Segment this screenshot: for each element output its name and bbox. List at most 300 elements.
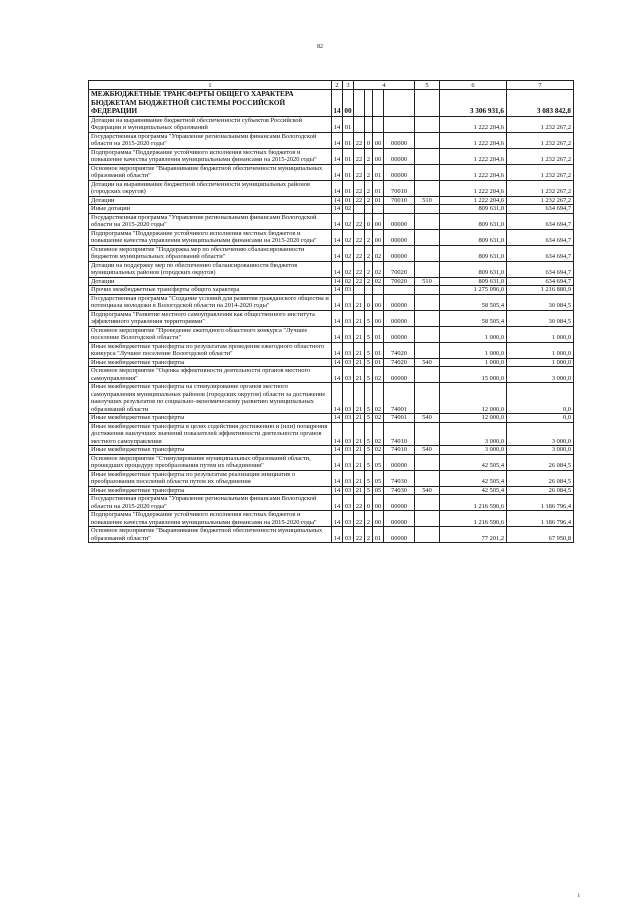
row-subsection: 01	[343, 180, 354, 196]
row-name: МЕЖБЮДЖЕТНЫЕ ТРАНСФЕРТЫ ОБЩЕГО ХАРАКТЕРА БЮДЖЕТАМ БЮДЖЕТНОЙ СИСТЕМЫ РОССИЙСКОЙ ФЕДЕРАЦИИ	[89, 90, 332, 117]
row-section: 14	[332, 245, 343, 261]
row-direction: 00000	[384, 495, 415, 511]
row-subprogram: 5	[365, 422, 373, 446]
row-expense-type	[415, 90, 440, 117]
row-direction	[384, 205, 415, 214]
row-activity	[373, 116, 384, 132]
row-program: 21	[354, 367, 365, 383]
row-subprogram	[365, 90, 373, 117]
row-amount-7: 3 000,0	[507, 367, 574, 383]
row-direction	[384, 116, 415, 132]
row-direction: 00000	[384, 527, 415, 543]
row-program: 22	[354, 511, 365, 527]
row-subsection: 03	[343, 422, 354, 446]
row-direction: 70010	[384, 180, 415, 196]
col-header-7: 7	[507, 81, 574, 90]
row-name: Иные межбюджетные трансферты по результатам проведения ежегодного областного конкурса "Лучшее поселение Вологодской области"	[89, 342, 332, 358]
row-expense-type	[415, 245, 440, 261]
row-expense-type: 540	[415, 414, 440, 423]
row-subprogram: 5	[365, 342, 373, 358]
row-amount-6: 15 000,0	[440, 367, 507, 383]
row-section: 14	[332, 486, 343, 495]
row-direction: 74030	[384, 486, 415, 495]
row-amount-6: 809 631,0	[440, 229, 507, 245]
row-program: 22	[354, 148, 365, 164]
row-amount-6: 809 631,0	[440, 213, 507, 229]
row-expense-type	[415, 229, 440, 245]
row-subsection: 03	[343, 383, 354, 414]
table-row	[89, 196, 574, 205]
row-section: 14	[332, 205, 343, 214]
row-expense-type	[415, 294, 440, 310]
row-activity: 01	[373, 180, 384, 196]
row-direction: 74001	[384, 414, 415, 423]
row-program: 22	[354, 213, 365, 229]
row-subprogram: 2	[365, 261, 373, 277]
row-section: 14	[332, 286, 343, 295]
row-program: 22	[354, 527, 365, 543]
table-row	[89, 326, 574, 342]
row-expense-type	[415, 326, 440, 342]
row-amount-7: 1 232 267,2	[507, 180, 574, 196]
row-program	[354, 286, 365, 295]
row-activity: 01	[373, 358, 384, 367]
row-program: 21	[354, 310, 365, 326]
row-name: Подпрограмма "Поддержание устойчивого исполнения местных бюджетов и повышение качества управления муниципальными финансами на 2015-2020 годы"	[89, 148, 332, 164]
row-program: 21	[354, 454, 365, 470]
row-amount-7: 26 084,5	[507, 486, 574, 495]
row-expense-type	[415, 180, 440, 196]
row-expense-type	[415, 261, 440, 277]
row-activity: 00	[373, 148, 384, 164]
row-program: 21	[354, 342, 365, 358]
row-amount-7: 1 232 267,2	[507, 164, 574, 180]
row-section: 14	[332, 422, 343, 446]
row-name: Подпрограмма "Поддержание устойчивого исполнения местных бюджетов и повышение качества управления муниципальными финансами на 2015-2020 годы"	[89, 511, 332, 527]
table-body	[89, 90, 574, 543]
row-amount-6: 3 000,0	[440, 422, 507, 446]
row-section: 14	[332, 261, 343, 277]
row-section: 14	[332, 414, 343, 423]
row-activity: 02	[373, 277, 384, 286]
row-amount-6: 58 505,4	[440, 310, 507, 326]
col-header-5: 5	[415, 81, 440, 90]
row-activity: 02	[373, 422, 384, 446]
row-name: Иные межбюджетные трансферты на стимулирование органов местного самоуправления муниципальных районов (городских округов) области за достижение наилучших результатов по социально-экономическому развитию муниципальных образований области	[89, 383, 332, 414]
row-name: Иные межбюджетные трансферты по результатам реализации инициатив о преобразовании поселений области путем их объединения	[89, 470, 332, 486]
row-amount-7: 0,0	[507, 383, 574, 414]
row-section: 14	[332, 132, 343, 148]
row-subprogram: 5	[365, 446, 373, 455]
row-subprogram: 2	[365, 277, 373, 286]
row-program: 21	[354, 414, 365, 423]
row-expense-type	[415, 286, 440, 295]
row-program: 22	[354, 277, 365, 286]
row-section: 14	[332, 454, 343, 470]
row-name: Прочие межбюджетные трансферты общего характера	[89, 286, 332, 295]
row-section: 14	[332, 383, 343, 414]
row-amount-6: 1 000,0	[440, 326, 507, 342]
row-section: 14	[332, 180, 343, 196]
row-subprogram	[365, 286, 373, 295]
row-expense-type	[415, 116, 440, 132]
row-subprogram: 0	[365, 132, 373, 148]
row-program	[354, 116, 365, 132]
row-direction: 74020	[384, 358, 415, 367]
row-direction: 74020	[384, 342, 415, 358]
row-subprogram: 2	[365, 196, 373, 205]
row-activity	[373, 90, 384, 117]
row-amount-6: 809 631,0	[440, 261, 507, 277]
row-amount-6: 1 222 204,6	[440, 180, 507, 196]
row-program: 21	[354, 446, 365, 455]
table-row	[89, 116, 574, 132]
row-program: 22	[354, 164, 365, 180]
row-amount-7: 30 084,5	[507, 310, 574, 326]
table-row	[89, 148, 574, 164]
row-subsection: 01	[343, 148, 354, 164]
row-amount-6: 12 000,0	[440, 383, 507, 414]
row-amount-7: 26 084,5	[507, 454, 574, 470]
row-amount-6: 1 222 204,6	[440, 196, 507, 205]
row-amount-6: 1 000,0	[440, 342, 507, 358]
row-expense-type	[415, 342, 440, 358]
row-subsection: 03	[343, 310, 354, 326]
row-section: 14	[332, 294, 343, 310]
row-subsection: 03	[343, 495, 354, 511]
row-amount-7: 634 694,7	[507, 261, 574, 277]
row-subprogram: 5	[365, 310, 373, 326]
row-name: Иные дотации	[89, 205, 332, 214]
row-amount-6: 1 275 096,0	[440, 286, 507, 295]
row-subprogram: 0	[365, 294, 373, 310]
row-expense-type	[415, 132, 440, 148]
row-subsection: 03	[343, 286, 354, 295]
row-expense-type	[415, 164, 440, 180]
row-subprogram: 5	[365, 470, 373, 486]
row-subsection: 03	[343, 446, 354, 455]
row-amount-6: 42 505,4	[440, 486, 507, 495]
row-expense-type: 540	[415, 486, 440, 495]
row-amount-7: 634 694,7	[507, 205, 574, 214]
row-name: Основное мероприятие "Проведение ежегодного областного конкурса "Лучшее поселение Вологодской области"	[89, 326, 332, 342]
row-activity: 02	[373, 446, 384, 455]
row-amount-7: 634 694,7	[507, 213, 574, 229]
row-subsection: 03	[343, 414, 354, 423]
table-row	[89, 367, 574, 383]
row-name: Основное мероприятие "Выравнивание бюджетной обеспеченности муниципальных образований области"	[89, 164, 332, 180]
row-subsection: 03	[343, 358, 354, 367]
row-name: Дотации на выравнивание бюджетной обеспеченности муниципальных районов (городских округов)	[89, 180, 332, 196]
row-subsection: 03	[343, 511, 354, 527]
row-activity: 02	[373, 414, 384, 423]
row-direction: 70010	[384, 196, 415, 205]
table-row	[89, 358, 574, 367]
row-subsection: 03	[343, 342, 354, 358]
row-subprogram: 5	[365, 326, 373, 342]
row-amount-7: 26 084,5	[507, 470, 574, 486]
row-activity: 02	[373, 367, 384, 383]
row-subsection: 03	[343, 294, 354, 310]
col-header-1: 1	[89, 81, 332, 90]
row-program	[354, 90, 365, 117]
row-amount-6: 77 201,2	[440, 527, 507, 543]
row-section: 14	[332, 495, 343, 511]
row-activity: 00	[373, 132, 384, 148]
table-row	[89, 180, 574, 196]
row-activity: 00	[373, 213, 384, 229]
row-name: Государственная программа "Управление региональными финансами Вологодской области на 2015-2020 годы"	[89, 132, 332, 148]
row-section: 14	[332, 164, 343, 180]
row-subprogram: 5	[365, 454, 373, 470]
table-row	[89, 213, 574, 229]
row-direction: 00000	[384, 454, 415, 470]
page-number: 82	[317, 44, 323, 50]
row-expense-type: 540	[415, 446, 440, 455]
row-subsection: 01	[343, 132, 354, 148]
row-program: 22	[354, 180, 365, 196]
row-direction: 70020	[384, 277, 415, 286]
row-program: 21	[354, 358, 365, 367]
row-activity: 00	[373, 294, 384, 310]
table-row	[89, 132, 574, 148]
row-program: 21	[354, 383, 365, 414]
row-section: 14	[332, 116, 343, 132]
row-direction: 74001	[384, 383, 415, 414]
table-row	[89, 229, 574, 245]
row-direction: 00000	[384, 294, 415, 310]
row-subsection: 02	[343, 261, 354, 277]
row-program	[354, 205, 365, 214]
row-direction: 00000	[384, 213, 415, 229]
row-program: 22	[354, 261, 365, 277]
row-direction: 74030	[384, 470, 415, 486]
row-section: 14	[332, 527, 343, 543]
row-program: 21	[354, 470, 365, 486]
row-program: 21	[354, 326, 365, 342]
row-section: 14	[332, 213, 343, 229]
row-direction: 74010	[384, 422, 415, 446]
row-expense-type	[415, 527, 440, 543]
row-subsection: 00	[343, 90, 354, 117]
row-amount-6: 1 222 204,6	[440, 116, 507, 132]
row-amount-7: 67 950,8	[507, 527, 574, 543]
row-amount-6: 42 505,4	[440, 454, 507, 470]
row-subprogram: 5	[365, 486, 373, 495]
table-row	[89, 422, 574, 446]
table-row	[89, 245, 574, 261]
row-amount-7: 30 084,5	[507, 294, 574, 310]
row-expense-type	[415, 454, 440, 470]
table-row	[89, 454, 574, 470]
row-activity	[373, 286, 384, 295]
row-program: 21	[354, 294, 365, 310]
row-amount-7: 3 083 842,8	[507, 90, 574, 117]
row-subprogram: 2	[365, 180, 373, 196]
table-row	[89, 342, 574, 358]
row-program: 22	[354, 229, 365, 245]
row-name: Подпрограмма "Поддержание устойчивого исполнения местных бюджетов и повышение качества управления муниципальными финансами на 2015-2020 годы"	[89, 229, 332, 245]
row-subsection: 03	[343, 454, 354, 470]
row-name: Дотации на поддержку мер по обеспечению сбалансированности бюджетов муниципальных районов (городских округов)	[89, 261, 332, 277]
row-expense-type	[415, 148, 440, 164]
row-subsection: 03	[343, 527, 354, 543]
row-section: 14	[332, 367, 343, 383]
row-amount-7: 1 000,0	[507, 326, 574, 342]
row-amount-7: 3 000,0	[507, 422, 574, 446]
row-activity: 01	[373, 196, 384, 205]
row-subsection: 01	[343, 196, 354, 205]
row-amount-6: 1 222 204,6	[440, 148, 507, 164]
row-section: 14	[332, 342, 343, 358]
row-subprogram	[365, 205, 373, 214]
header-row	[89, 81, 574, 90]
row-amount-6: 1 222 204,6	[440, 164, 507, 180]
row-name: Иные межбюджетные трансферты	[89, 446, 332, 455]
row-amount-7: 0,0	[507, 414, 574, 423]
row-name: Иные межбюджетные трансферты	[89, 486, 332, 495]
bottom-mark: i	[578, 893, 580, 899]
row-direction: 00000	[384, 310, 415, 326]
row-activity: 01	[373, 326, 384, 342]
table-row	[89, 414, 574, 423]
row-name: Дотации	[89, 196, 332, 205]
row-amount-7: 1 232 267,2	[507, 196, 574, 205]
row-section: 14	[332, 148, 343, 164]
row-amount-6: 809 631,0	[440, 205, 507, 214]
row-subprogram: 2	[365, 527, 373, 543]
row-activity: 05	[373, 486, 384, 495]
row-amount-6: 12 000,0	[440, 414, 507, 423]
row-direction: 00000	[384, 148, 415, 164]
table-row	[89, 446, 574, 455]
row-section: 14	[332, 470, 343, 486]
table-row	[89, 495, 574, 511]
row-expense-type	[415, 511, 440, 527]
row-name: Подпрограмма "Развитие местного самоуправления как общественного института эффективного управления территориями"	[89, 310, 332, 326]
row-program: 21	[354, 486, 365, 495]
row-activity: 01	[373, 164, 384, 180]
row-name: Иные межбюджетные трансферты	[89, 414, 332, 423]
row-expense-type: 510	[415, 277, 440, 286]
row-name: Государственная программа "Управление региональными финансами Вологодской области на 2015-2020 годы"	[89, 495, 332, 511]
row-subsection: 02	[343, 205, 354, 214]
row-name: Основное мероприятие "Поддержка мер по обеспечению сбалансированности бюджетов муниципальных образований области"	[89, 245, 332, 261]
row-amount-6: 58 505,4	[440, 294, 507, 310]
row-amount-7: 634 694,7	[507, 245, 574, 261]
row-expense-type	[415, 310, 440, 326]
row-direction: 00000	[384, 245, 415, 261]
row-expense-type	[415, 213, 440, 229]
col-header-2: 2	[332, 81, 343, 90]
row-name: Дотации на выравнивание бюджетной обеспеченности субъектов Российской Федерации и муниципальных образований	[89, 116, 332, 132]
row-amount-7: 634 694,7	[507, 229, 574, 245]
row-amount-7: 1 186 796,4	[507, 495, 574, 511]
row-subprogram: 2	[365, 511, 373, 527]
row-name: Иные межбюджетные трансферты	[89, 358, 332, 367]
row-subsection: 02	[343, 213, 354, 229]
table-row	[89, 511, 574, 527]
row-name: Основное мероприятие "Выравнивание бюджетной обеспеченности муниципальных образований области"	[89, 527, 332, 543]
table-row	[89, 277, 574, 286]
row-section: 14	[332, 358, 343, 367]
row-amount-7: 1 232 267,2	[507, 132, 574, 148]
row-amount-7: 1 232 267,2	[507, 148, 574, 164]
row-subprogram: 0	[365, 495, 373, 511]
row-activity: 02	[373, 383, 384, 414]
row-expense-type	[415, 470, 440, 486]
row-activity: 00	[373, 511, 384, 527]
table-row	[89, 90, 574, 117]
row-name: Основное мероприятие "Стимулирование муниципальных образований области, прошедших процедуру преобразования путем их объединения"	[89, 454, 332, 470]
row-activity: 00	[373, 310, 384, 326]
row-direction: 00000	[384, 326, 415, 342]
row-program: 22	[354, 495, 365, 511]
row-subprogram	[365, 116, 373, 132]
table-row	[89, 383, 574, 414]
row-amount-6: 809 631,0	[440, 245, 507, 261]
row-subsection: 03	[343, 326, 354, 342]
row-expense-type	[415, 383, 440, 414]
row-direction: 00000	[384, 132, 415, 148]
row-section: 14	[332, 446, 343, 455]
row-direction: 00000	[384, 229, 415, 245]
row-amount-6: 3 000,0	[440, 446, 507, 455]
row-amount-6: 1 222 204,6	[440, 132, 507, 148]
row-amount-7: 1 216 880,9	[507, 286, 574, 295]
row-direction: 00000	[384, 511, 415, 527]
row-expense-type	[415, 367, 440, 383]
row-name: Основное мероприятие "Оценка эффективности деятельности органов местного самоуправления"	[89, 367, 332, 383]
row-section: 14	[332, 326, 343, 342]
row-expense-type: 510	[415, 196, 440, 205]
row-activity: 00	[373, 495, 384, 511]
row-subsection: 02	[343, 245, 354, 261]
row-amount-7: 1 186 796,4	[507, 511, 574, 527]
table-row	[89, 205, 574, 214]
row-activity: 01	[373, 342, 384, 358]
row-subprogram: 5	[365, 367, 373, 383]
row-activity: 05	[373, 454, 384, 470]
row-amount-7: 3 000,0	[507, 446, 574, 455]
row-activity	[373, 205, 384, 214]
row-subsection: 01	[343, 164, 354, 180]
row-direction: 70020	[384, 261, 415, 277]
row-direction: 74010	[384, 446, 415, 455]
row-subprogram: 5	[365, 414, 373, 423]
row-subsection: 03	[343, 367, 354, 383]
row-subprogram: 2	[365, 164, 373, 180]
row-subsection: 03	[343, 470, 354, 486]
row-amount-6: 42 505,4	[440, 470, 507, 486]
row-activity: 01	[373, 527, 384, 543]
row-direction	[384, 90, 415, 117]
row-subsection: 03	[343, 486, 354, 495]
table-row	[89, 486, 574, 495]
table-row	[89, 294, 574, 310]
row-section: 14	[332, 277, 343, 286]
row-subsection: 02	[343, 229, 354, 245]
row-subprogram: 2	[365, 148, 373, 164]
row-program: 22	[354, 196, 365, 205]
table-row	[89, 164, 574, 180]
row-amount-6: 3 306 931,6	[440, 90, 507, 117]
row-amount-6: 809 631,0	[440, 277, 507, 286]
row-expense-type	[415, 205, 440, 214]
row-section: 14	[332, 229, 343, 245]
row-amount-6: 1 216 590,6	[440, 511, 507, 527]
row-expense-type	[415, 422, 440, 446]
